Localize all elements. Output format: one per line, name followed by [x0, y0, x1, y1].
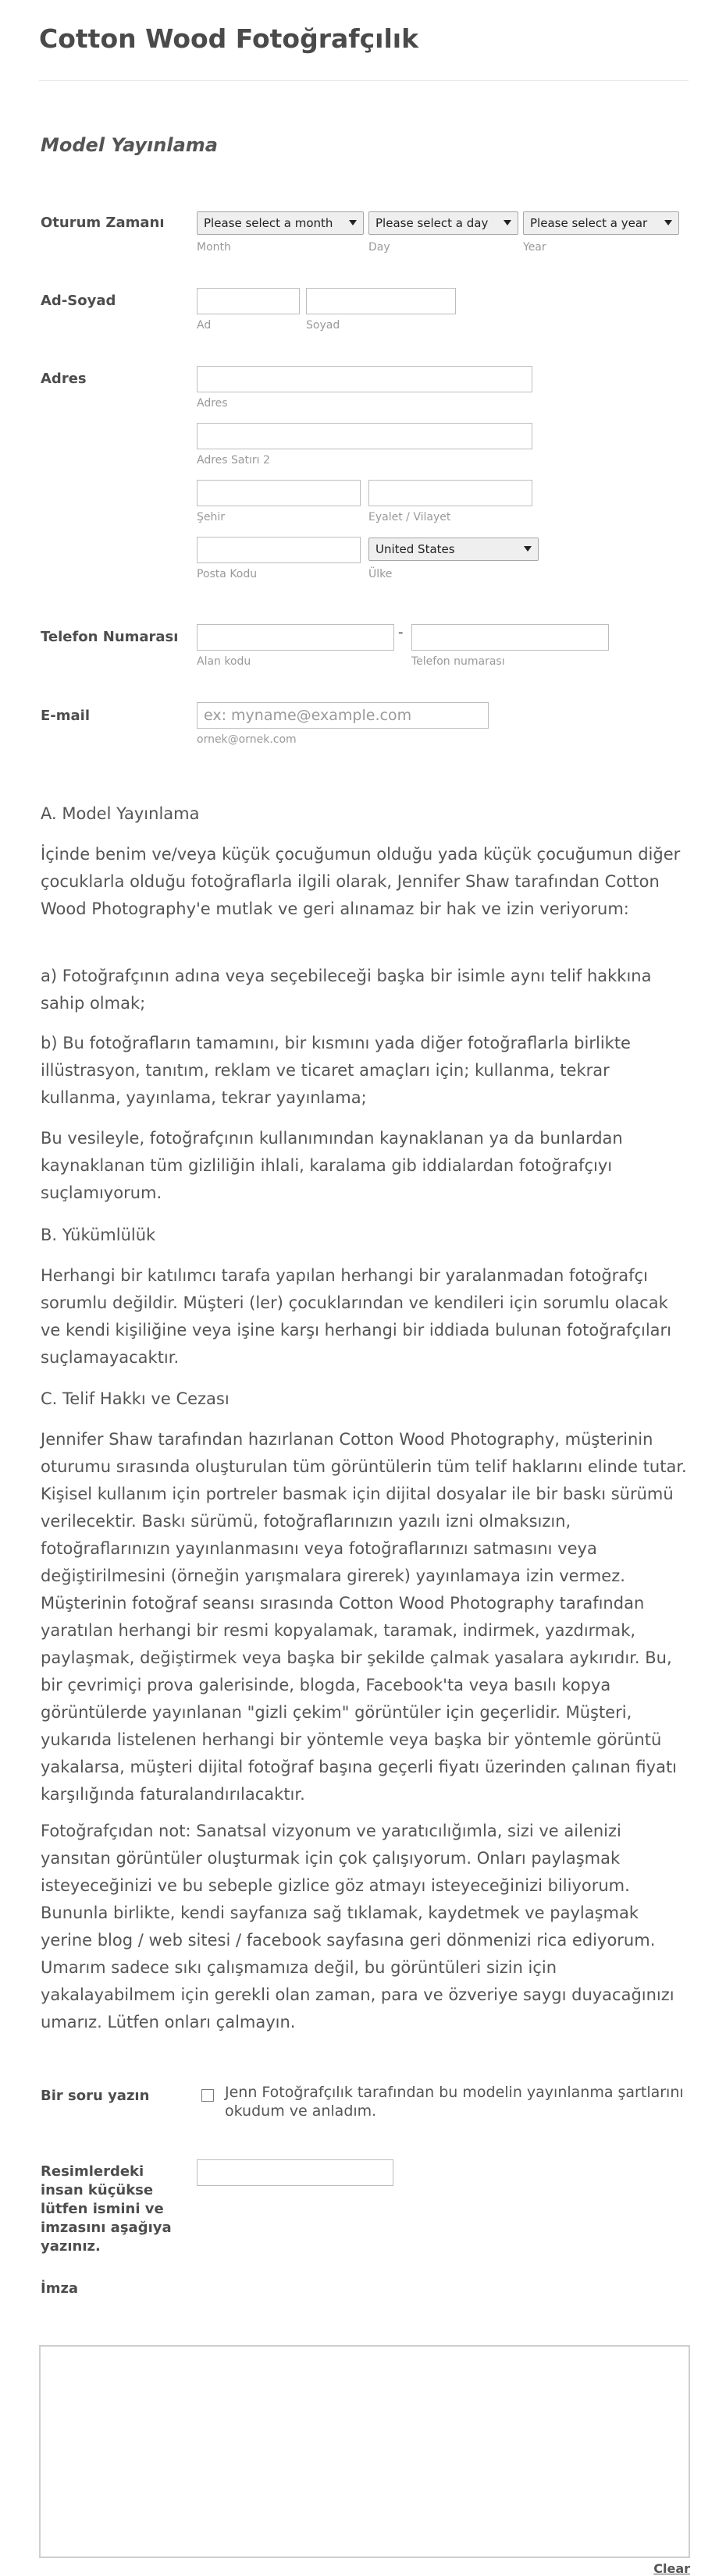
day-select[interactable]: Please select a day — [368, 211, 518, 235]
first-name-caption: Ad — [197, 319, 212, 332]
address-line2-input[interactable] — [197, 423, 532, 449]
phone-separator: - — [398, 624, 404, 640]
last-name-caption: Soyad — [306, 319, 340, 332]
city-input[interactable] — [197, 480, 361, 506]
email-caption: ornek@ornek.com — [197, 733, 297, 746]
day-caption: Day — [368, 241, 390, 254]
country-select[interactable]: United States — [368, 538, 539, 561]
email-label: E-mail — [41, 708, 91, 724]
agreement-checkbox-label[interactable]: Jenn Fotoğrafçılık tarafından bu modelin yayınlanma şartlarını okudum ve anladım. — [225, 2084, 684, 2120]
state-caption: Eyalet / Vilayet — [368, 511, 451, 523]
last-name-input[interactable] — [306, 288, 456, 314]
section-b-heading: B. Yükümlülük — [41, 1226, 156, 1244]
clear-signature-button[interactable]: Clear — [653, 2561, 690, 2576]
address-line1-input[interactable] — [197, 366, 532, 392]
release-paragraph-1: İçinde benim ve/veya küçük çocuğumun olduğu yada küçük çocuğumun diğer çocuklarla olduğu fotoğraflarla ilgili olarak, Jennifer Shaw tarafından Cotton Wood Photography'e mutlak ve geri alınamaz bir hak ve izin veriyorum: — [41, 845, 681, 918]
zip-caption: Posta Kodu — [197, 568, 258, 580]
release-paragraph-2: a) Fotoğrafçının adına veya seçebileceği başka bir isimle aynı telif hakkına sahip olmak; — [41, 967, 652, 1013]
form-subtitle: Model Yayınlama — [41, 134, 218, 156]
signature-label: İmza — [41, 2280, 79, 2297]
release-paragraph-4: Bu vesileyle, fotoğrafçının kullanımından kaynaklanan ya da bunlardan kaynaklanan tüm gizliliğin ihlali, karalama gib iddialardan fotoğrafçıyı suçlamıyorum. — [41, 1129, 623, 1202]
phone-label: Telefon Numarası — [41, 629, 179, 645]
month-select[interactable]: Please select a month — [197, 211, 364, 235]
minor-name-label: Resimlerdeki insan küçükse lütfen ismini ve imzasını aşağıya yazınız. — [41, 2163, 172, 2255]
release-paragraph-3: b) Bu fotoğrafların tamamını, bir kısmını yada diğer fotoğraflarla birlikte illüstrasyon, tanıtım, reklam ve ticaret amaçları için; kullanma, tekrar kullanma, yayınlama, tekrar yayınlama; — [41, 1034, 631, 1107]
email-input[interactable]: ex: myname@example.com — [197, 702, 489, 729]
year-select[interactable]: Please select a year — [523, 211, 679, 235]
phone-number-caption: Telefon numarası — [411, 655, 505, 668]
session-time-label: Oturum Zamanı — [41, 215, 165, 231]
copyright-paragraph: Jennifer Shaw tarafından hazırlanan Cotton Wood Photography, müşterinin oturumu sırasında oluşturulan tüm görüntülerin tüm telif haklarını elinde tutar. Kişisel kullanım için portreler basmak için dijital dosyalar ile bir baskı sürümü verilecektir. Baskı sürümü, fotoğraflarınızın yazılı izni olmaksızın, fotoğraflarınızın yayınlanmasını veya fotoğraflarınızı satmasını veya değiştirilmesini (örneğin yarışmalara girerek) yayınlamaya izin vermez. Müşterinin fotoğraf seansı sırasında Cotton Wood Photography tarafından yaratılan herhangi bir resmi kopyalamak, taramak, indirmek, yazdırmak, paylaşmak, değiştirmek veya başka bir şekilde çalmak yasalara aykırıdır. Bu, bir çevrimiçi prova galerisinde, blogda, Facebook'ta veya basılı kopya görüntülerde yayınlanan "gizli çekim" görüntüler için geçerlidir. Müşteri, yukarıda listelenen herhangi bir yöntemle veya başka bir yöntemle görüntü yakalarsa, müşteri dijital fotoğraf başına geçerli fiyatı üzerinden çalınan fiyatı karşılığında faturalandırılacaktır. — [41, 1430, 687, 1804]
area-code-caption: Alan kodu — [197, 655, 251, 668]
country-caption: Ülke — [368, 568, 393, 580]
question-label: Bir soru yazın — [41, 2088, 150, 2104]
city-caption: Şehir — [197, 511, 226, 523]
minor-name-input[interactable] — [197, 2159, 393, 2186]
agreement-checkbox[interactable] — [201, 2089, 214, 2102]
zip-input[interactable] — [197, 537, 361, 563]
page-title: Cotton Wood Fotoğrafçılık — [39, 23, 419, 54]
address-label: Adres — [41, 371, 87, 387]
phone-number-input[interactable] — [411, 624, 609, 651]
area-code-input[interactable] — [197, 624, 394, 651]
first-name-input[interactable] — [197, 288, 300, 314]
year-caption: Year — [523, 241, 546, 254]
address-line2-caption: Adres Satırı 2 — [197, 454, 270, 467]
section-a-heading: A. Model Yayınlama — [41, 804, 200, 823]
state-input[interactable] — [368, 480, 532, 506]
address-line1-caption: Adres — [197, 397, 228, 410]
section-c-heading: C. Telif Hakkı ve Cezası — [41, 1389, 230, 1408]
month-caption: Month — [197, 241, 231, 254]
full-name-label: Ad-Soyad — [41, 293, 116, 309]
liability-paragraph: Herhangi bir katılımcı tarafa yapılan herhangi bir yaralanmadan fotoğrafçı sorumlu değildir. Müşteri (ler) çocuklarından ve kendileri için sorumlu olacak ve kendi kişiliğine veya işine karşı herhangi bir iddiada bulunan fotoğrafçıları suçlamayacaktır. — [41, 1266, 672, 1367]
signature-pad[interactable] — [39, 2345, 690, 2558]
title-divider — [39, 80, 689, 81]
photographer-note-paragraph: Fotoğrafçıdan not: Sanatsal vizyonum ve yaratıcılığımla, sizi ve ailenizi yansıtan görüntüler oluşturmak için çok çalışıyorum. Onları paylaşmak isteyeceğinizi ve bu sebeple gizlice göz atmayı isteyeceğinizi biliyorum. Bununla birlikte, kendi sayfanıza sağ tıklamak, kaydetmek ve paylaşmak yerine blog / web sitesi / facebook sayfasına geri dönmenizi rica ediyorum. Umarım sadece sıkı çalışmamıza değil, bu görüntüleri sizin için yakalayabilmem için gerekli olan zaman, para ve özveriye saygı duyacağınızı umarız. Lütfen onları çalmayın. — [41, 1822, 674, 2031]
